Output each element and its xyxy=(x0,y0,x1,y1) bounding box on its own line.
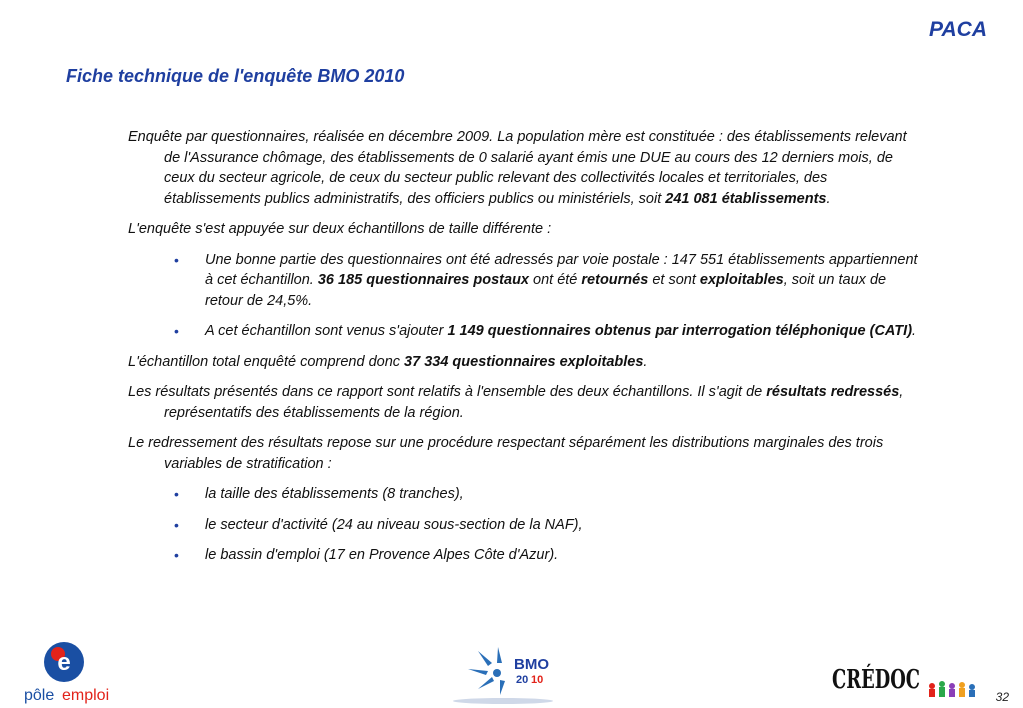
results-end: , représentatifs des établissements de la région. xyxy=(164,384,904,421)
bullet-icon: • xyxy=(174,323,179,339)
total-end: . xyxy=(643,353,648,370)
list-item xyxy=(128,545,918,566)
total-text: L'échantillon total enquêté comprend donc xyxy=(128,353,405,370)
list-item-cati xyxy=(128,321,918,342)
bmo-year-b: 10 xyxy=(531,674,544,686)
paragraph-total xyxy=(128,352,918,373)
paragraph-samples: L'enquête s'est appuyée sur deux échantillons de taille différente : xyxy=(128,221,552,237)
people-figures-icon xyxy=(929,681,975,697)
credoc-logo xyxy=(830,652,980,702)
bmo-year-a: 20 xyxy=(516,674,529,686)
population-total: 241 081 établissements xyxy=(665,190,827,207)
list-item-postal xyxy=(128,250,918,312)
list-item xyxy=(128,484,918,505)
population-text: Enquête par questionnaires, réalisée en décembre 2009. La population mère est constituée : des établissements relevant de l'Assurance chômage, des établissements de 0 salarié ayant émis une DUE au cours des 12 derniers mois, de ceux du secteur agricole, de ceux du secteur public relevant des collectivités locales et territoriales, des établissements publics administratifs, des officiers publics ou ministériels, soit xyxy=(128,129,907,207)
pole-emploi-word2: emploi xyxy=(62,687,110,704)
paragraph-weighting: Le redressement des résultats repose sur une procédure respectant séparément les distributions marginales des trois variables de stratification : xyxy=(128,435,884,472)
postal-exploitable: exploitables xyxy=(699,272,784,288)
page-number: 32 xyxy=(995,690,1009,704)
list-item xyxy=(128,515,918,536)
paragraph-results xyxy=(128,382,918,423)
bullet-icon: • xyxy=(174,547,179,563)
paragraph-population xyxy=(128,127,918,209)
pole-emploi-letter: e xyxy=(57,649,71,676)
pole-emploi-word1: pôle xyxy=(24,687,55,704)
list-item-text: le secteur d'activité (24 au niveau sous-section de la NAF), xyxy=(205,516,583,533)
cati-text: A cet échantillon sont venus s'ajouter xyxy=(205,323,448,339)
total-count: 37 334 questionnaires exploitables xyxy=(404,353,644,370)
results-text: Les résultats présentés dans ce rapport sont relatifs à l'ensemble des deux échantillons. Il s'agit de xyxy=(128,384,767,400)
bmo-text: BMO xyxy=(514,656,549,673)
region-label: PACA xyxy=(929,18,987,41)
postal-returned: retournés xyxy=(581,272,649,288)
pole-emploi-logo xyxy=(22,640,117,704)
postal-text-3: et sont xyxy=(648,272,700,288)
list-item-text: la taille des établissements (8 tranches), xyxy=(205,486,464,502)
list-item-text: le bassin d'emploi (17 en Provence Alpes Côte d'Azur). xyxy=(205,547,559,563)
postal-count: 36 185 questionnaires postaux xyxy=(317,272,529,288)
postal-text-4: , soit un taux de retour de 24,5%. xyxy=(205,272,887,309)
bmo-2010-logo xyxy=(448,643,578,705)
bullet-icon: • xyxy=(174,251,179,268)
page-title: Fiche technique de l'enquête BMO 2010 xyxy=(66,66,405,86)
bullet-icon: • xyxy=(174,516,179,533)
credoc-text: CRÉDOC xyxy=(832,665,961,695)
results-bold: résultats redressés xyxy=(766,384,900,400)
postal-text-2: ont été xyxy=(529,272,582,288)
population-end: . xyxy=(826,190,831,207)
bullet-icon: • xyxy=(174,486,179,502)
cati-end: . xyxy=(912,323,917,339)
document-body xyxy=(128,127,918,576)
postal-text-1: Une bonne partie des questionnaires ont été adressés par voie postale : 147 551 établissements appartiennent à cet échantillon. xyxy=(205,251,918,288)
cati-count: 1 149 questionnaires obtenus par interrogation téléphonique (CATI) xyxy=(447,323,913,339)
